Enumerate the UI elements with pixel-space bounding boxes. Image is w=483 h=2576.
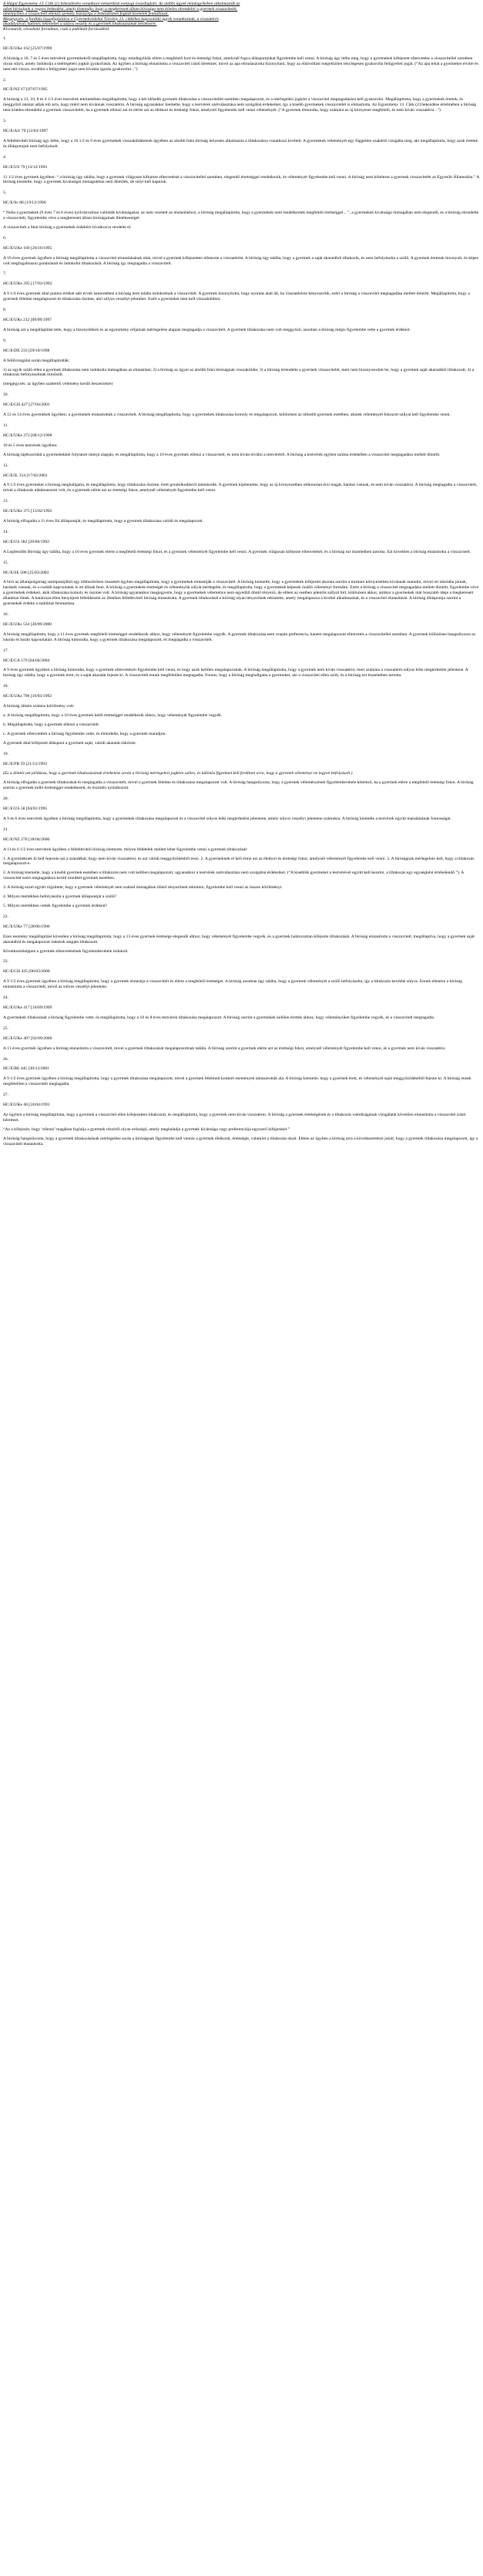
case-number: 1. (3, 36, 7, 41)
case-summary-paragraph: 3. A bíróság ezzel együtt rögzítette, hogy a gyermek véleményét nem szabad önmagában döntő tényezőnek tekinteni, figyelembe kell venni az összes körülményt. (3, 885, 283, 891)
case-entry (3, 684, 480, 746)
case-number: 13. (3, 499, 8, 504)
case-summary-paragraph: A 9 1/2 éves gyermek ügyében a bíróság megállapította, hogy a gyermek tiltakozása megalapozott, mivel a gyermek félelmeit konkrét események támasztották alá. A bíróság kiemelte, hogy a gyermek érett, és véleményét saját meggyőződéséből fejezte ki. A bíróság ennek megfelelően a visszavitelt megtagadta. (3, 1076, 471, 1087)
case-summary-paragraph: Az ügyben a bíróság megállapította, hogy a gyermek a visszavitel ellen kifejezetten tiltakozott, és megállapította, hogy a gyermek nem kíván visszatérni. A bíróság a gyermek érettségének és a tiltakozás valódiságának vizsgálatát követően elutasította a visszavitel iránti kérelmet. (3, 1112, 466, 1123)
case-summary-paragraph: A felülvizsgálat során megállapították: (3, 358, 70, 363)
case-summary-paragraph: c. A gyermek ellenvetését a bíróság figyelembe vette, és elrendelte, hogy a gyermek maradjon. (3, 731, 166, 736)
case-summary-paragraph: “Az a kifejezés, hogy ‘ellenzi’ magában foglalja a gyermek részéről olyan erősségű, amely meghaladja a gyermek kívánsága vagy preferenciája egyszerű kifejezését.” (3, 1126, 290, 1132)
case-entry (3, 530, 480, 555)
intro-line: akadályaival, különös tekintettel a súlyos veszély és a gyermek tiltakozásának kérdéseire. (3, 22, 157, 26)
case-number: 19. (3, 751, 8, 756)
case-entry (3, 499, 480, 524)
case-reference: HC/E/IL 314 [17/02/2001 (3, 473, 48, 478)
case-number: 6. (3, 235, 7, 241)
case-number: 21. (3, 827, 8, 832)
case-summary-paragraph: A bíróság elfogadta a gyermek tiltakozását és megtagadta a visszavitelt, mivel a gyermek félelme és tiltakozása megalapozott volt. A bíróság hangsúlyozta, hogy a gyermek véleményének figyelembevétele kötelező, ha a gyermek elérte a megfelelő érettségi fokot. A bíróság szerint a gyermek kellő érettséggel rendelkezett, és őszintén nyilatkozott. (3, 780, 474, 791)
case-reference: HC/E/AU 70 [12/03/1997 (3, 128, 49, 133)
case-summary-paragraph: 4. Milyen mértékben befolyásolta a gyermek álláspontját a szülő? (3, 894, 117, 900)
case-summary-paragraph: 5. Milyen mértékben vették figyelembe a gyermek érdekeit? (3, 904, 108, 908)
case-summary-paragraph: b. Megállapította, hogy a gyermek ellenzi a visszavitelt. (3, 722, 100, 727)
case-number: 16. (3, 612, 8, 617)
case-number: 14. (3, 529, 8, 534)
case-summary-paragraph: A 11 éves gyermek ügyében a bíróság elutasította a visszavitelt, mivel a gyermek tiltakozását megalapozottnak találta. A bíróság szerint a gyermek elérte azt az érettségi fokot, amelynél véleményét figyelembe kell venni, és a gyermek nem kíván visszatérni. (3, 1046, 446, 1051)
case-number: 17. (3, 648, 8, 653)
case-reference: HC/E/UKe 40 [24/04/1991 (3, 1103, 50, 1108)
case-reference: HC/E/Sc 86 [19/12/1996 (3, 200, 46, 206)
case-number: 11. (3, 423, 8, 428)
case-summary-paragraph: A bíróság hangsúlyozta, hogy a gyermek tiltakozásának mérlegelése során a bíróságnak figyelembe kell vennie a gyermek életkorát, érettségét, valamint a tiltakozás okait. Ebben az ügyben a bíróság arra a következtetésre jutott, hogy a gyermek tiltakozása megalapozott, így a visszavitelt elutasította. (3, 1136, 478, 1147)
case-entry (3, 392, 480, 418)
case-entry (3, 190, 480, 231)
case-number: 5. (3, 190, 7, 196)
case-entry (3, 36, 480, 72)
case-summary-paragraph: A visszavitelt a Skót bíróság a gyermekek érdekére hivatkozva rendelte el. (3, 224, 132, 230)
case-reference: HC/E/FR 59 [21/12/1993 (3, 761, 47, 766)
case-reference: HC/E/UKs 798 [19/03/1992 (3, 694, 52, 699)
case-reference: HC/E/UKs 534 [28/09/2000 (3, 621, 52, 627)
case-summary-paragraph: A 11 és 6 1/2 éves testvérek ügyében a fellebbviteli bíróság elemezte, milyen feltételek mellett lehet figyelembe venni a gyermek tiltakozását: (3, 847, 248, 852)
case-reference: HC/E/CH 435 [06/03/2000 (3, 969, 50, 975)
intro-line: Kivonatolt, olvasható formában, csak a publikált forrásokból. (3, 26, 110, 32)
case-entry (3, 78, 480, 114)
case-number: 10. (3, 392, 8, 398)
case-summary-paragraph: A 9 éves gyermek ügyében a bíróság kimondta, hogy a gyermek ellenvetéseit figyelembe kell venni, és hogy azok kellően megalapozottak. A bíróság megállapította, hogy a gyermek nem kíván visszatérni, mert számára a visszatérés súlyos lelki megterhelést jelentene. A bíróság úgy találta, hogy a gyermek érett, és a saját akaratát fejezte ki. A visszavitelt ennek megfelelően megtagadta. Fontos, hogy a bíróság meghallgatta a gyermeket, aki a visszavitel ellen szólt, és a bíróság ezt tiszteletben tartotta. (3, 668, 468, 679)
case-number: 27. (3, 1093, 8, 1098)
case-reference: HC/E/BE 445 [30/12/2001 (3, 1066, 49, 1072)
case-reference: HC/E/NZ 67 [07/07/1995 (3, 87, 48, 93)
case-reference: HC/E/UKe 417 [16/09/1999 (3, 1005, 52, 1010)
case-entry (3, 827, 480, 909)
case-entry (3, 796, 480, 822)
case-number: 25. (3, 1025, 8, 1031)
case-summary-paragraph: A gyermek által kifejezett álláspont a gyermek saját, valódi akaratát tükrözte. (3, 740, 137, 746)
case-reference: HC/E/UKe 407 [02/09/2000 (3, 1035, 52, 1041)
case-reference: HC/E/UKe 272 [08/12/1998 (3, 433, 52, 438)
case-summary-paragraph: (Ez a döntés azt példázza, hogy a gyermek tiltakozásának értékelése során a bíróság mérlegelési jogköre széles, és különös figyelmet kell fordítani arra, hogy a gyermek véleménye ne legyen befolyásolt.) (3, 771, 353, 776)
case-reference: HC/E/US 382 [29/06/1992 (3, 539, 49, 544)
case-entry (3, 561, 480, 607)
case-summary-paragraph: A bíróság tájékozódott a gyermekekkel folytatott interjú alapján, és megállapította, hogy a 10 éves gyermek ellenzi a visszavitelt, és nem kíván elválni a testvérétől. A bíróság a testvérek egyben tartása érdekében a visszavitel megtagadása mellett döntött. (3, 452, 441, 457)
case-reference: HC/E/UKe 295 [17/03/1992 (3, 281, 52, 287)
case-reference: HC/E/US 79 [13/12/1993 (3, 164, 48, 170)
intro-note (3, 2, 480, 32)
case-entry (3, 648, 480, 679)
case-reference: HC/E/UKe 77 [28/06/1996 (3, 924, 50, 929)
case-entry (3, 959, 480, 990)
case-entry (3, 463, 480, 494)
case-entry (3, 423, 480, 458)
case-list (3, 36, 480, 1147)
case-summary-paragraph: A 10 éves gyermek ügyében a bíróság megállapította a visszavitel elutasításának okát, mivel a gyermek kifejezetten ellenezte a visszatérést. A bíróság úgy találta, hogy a gyermek a saját akaratából tiltakozik, és nem befolyásolta a szülő. A gyermek érettnek bizonyult, és képes volt megfogalmazni gondolatait és indokolni tiltakozását. A bíróság így megtagadta a visszavitelt. (3, 255, 478, 266)
intro-line: amennyiben a visszavitelt ellenző személy bizonyítja a bekezdésben foglalt kivételek fennállását. (3, 12, 169, 16)
case-summary-paragraph: A gyermekek tiltakozását a bíróság figyelembe vette, és megállapította, hogy a 10 és 8 éves testvérek tiltakozása megalapozott. A bíróság szerint a gyermekek kellően érettek ahhoz, hogy véleményüket figyelembe vegyék, és a visszavitelt megtagadta. (3, 1015, 435, 1020)
case-number: 12. (3, 463, 8, 468)
case-number: 4. (3, 154, 7, 160)
case-summary-paragraph: Ezen esemény megállapítást követően a bíróság megállapította, hogy a 13 éves gyermek érettsége elegendő ahhoz, hogy véleményét figyelembe vegyék, és a gyermek határozottan kifejezte tiltakozását. A bíróság elutasította a visszavitelt, megállapítva, hogy a gyermek saját akaratából és megalapozott indokok alapján tiltakozott. (3, 934, 475, 945)
case-entry (3, 1093, 480, 1147)
case-number: 3. (3, 119, 7, 124)
case-summary-paragraph: 2. A bíróság kiemelte, hogy a kisebb gyermek esetében a tiltakozás nem volt kellően megalapozott, ugyanakkor a testvérek szétválasztása nem szolgálná érdekeiket. (“A kisebbik gyermeket a testvérével együtt kell kezelni, a tiltakozás egy egységként értékelendő.”). A visszavitel ezért megtagadásra került mindkét gyermek esetében. (3, 870, 465, 881)
case-summary-paragraph: (megjegyzés: az ügyben szakértői vélemény került beszerzésre) (3, 382, 113, 387)
case-entry (3, 612, 480, 643)
case-reference: HC/E/CH 427 [27/04/2001 (3, 402, 50, 408)
case-summary-paragraph: a. A bíróság megállapította, hogy a 10 éves gyermek kellő érettséggel rendelkezik ahhoz, hogy véleményét figyelembe vegyék. (3, 712, 223, 718)
case-entry (3, 155, 480, 186)
case-reference: HC/E/CA 579 [04/04/2004 (3, 658, 50, 663)
intro-line: Megjegyzés: a fordítás összefoglalóira a Gyermekvédelmi Törvény 13. cikkéhez kapcsolódó ügyek vonatkoznak, a visszatérés (3, 16, 219, 22)
case-number: 20. (3, 796, 8, 802)
case-number: 18. (3, 684, 8, 689)
case-reference: HC/E/UKe 375 [15/02/1992 (3, 509, 52, 514)
case-summary-paragraph: 1. A gyermeknek ki kell fejeznie azt a szándékát, hogy nem kíván visszatérni, és azt valódi meggyőződésből teszi. 2. A gyermeknek el kell érnie azt az életkort és érettségi fokot, amelynél véleményét figyelembe kell venni. 3. A bíróságnak mérlegelnie kell, hogy a tiltakozás megalapozott-e. (3, 856, 475, 867)
case-reference: HC/E/SE 508 [25/03/2003 (3, 570, 49, 575)
case-summary-paragraph: A bíróság a 13, 10, 8 és 4 1/2 éves testvérek tekintetében megállapította, hogy a két idősebb gyermek tiltakozása a visszavitellel szemben megalapozott, és a mérlegelési jogkört a visszavitel megtagadására kell gyakorolni. Megállapította, hogy a gyermekek érettek, és meggyőző okokat adtak elő arra, hogy miért nem kívánnak visszatérni. A bíróság ugyanakkor kiemelte, hogy a testvérek szétválasztása nem szolgálná érdekeiket, így a kisebb gyermekek visszavitelét is elutasította. Az Egyezmény 13. Cikk (2) bekezdése értelmében a bíróság nem köteles elrendelni a gyermek visszavitelét, ha a gyermek ellenzi azt és elérte azt az életkort és érettségi fokot, amelynél figyelembe kell venni véleményét. (“A gyermek elmondta, hogy számára az új környezet megfelelő, és nem kíván visszatérni...”) (3, 97, 477, 113)
case-summary-paragraph: A bíróság a 10, 7 és 5 éves testvérek gyermekekről megállapította, hogy mindegyikük elérte a megfelelő kort és érettségi fokot, amelynél fogva álláspontjukat figyelembe kell venni. A bíróság úgy ítélte meg, hogy a gyermekek kifejezett ellenvetése a visszavitellel szemben olyan súlyú, amely indokolja a mérlegelési jogkör gyakorlását. Az ügyben a bíróság elutasította a visszavitel iránti kérelmet, mivel az apa elmulasztotta bizonyítani, hogy az eltávolítást megelőzően ténylegesen gyakorolta felügyeleti jogát. (“Az apa tehát a gyermeket elvitte és nem tért vissza, továbbá a felügyeleti jogot sem kívánta igazán gyakorolni...”) (3, 56, 478, 72)
case-reference: HC/E/DE 233 [29/10/1998 (3, 348, 50, 353)
case-summary-paragraph: A bíróság azt a megállapítást tette, hogy a bizonyítékok és az egyezmény céljainak mérlegelése alapján megtagadja a visszavitelt. A gyermek tiltakozása nem volt meggyőző, azonban a bíróság mégis figyelembe vette a gyermek érdekeit. (3, 327, 411, 332)
case-reference: HC/E/UKe 166 [26/10/1995 (3, 245, 52, 251)
case-entry (3, 1026, 480, 1052)
case-summary-paragraph: A Legfelsőbb Bíróság úgy találta, hogy a 10 éves gyermek elérte a megfelelő érettségi fokot, és a gyermek véleményét figyelembe kell venni. A gyermek világosan kifejezte ellenvetését, és a bíróság ezt tiszteletben tartotta. Ezt követően a bíróság elutasította a visszavitelt. (3, 549, 471, 554)
case-entry (3, 236, 480, 267)
case-summary-paragraph: A 9 és 6 éves testvérek ügyében a bíróság megállapította, hogy a gyermekek tiltakozása megalapozott és a visszavitel súlyos lelki megterhelést jelentene, amely súlyos veszélyt jelentene számukra. A bíróság kiemelte a testvérek együtt maradásának fontosságát. (3, 816, 451, 821)
case-summary-paragraph: Következésképpen a gyermek ellenvetésének figyelembevétele indokolt. (3, 948, 129, 954)
case-summary-paragraph: A bíróság ülésén számos körülmény volt: (3, 704, 75, 709)
case-summary-paragraph: 1) az egyik szülő ellen a gyermek tiltakozása nem indokolta önmagában az elutasítást; 2) a bíróság az ügyet az alsóbb fokú bíróságnak visszaküldte; 3) a bíróság elrendelte a gyermek visszavitelét, mert nem bizonyosodott be, hogy a gyermek saját akaratából tiltakozott; 4) a tiltakozás befolyásoltnak minősült. (3, 367, 475, 378)
case-number: 26. (3, 1056, 8, 1062)
case-entry (3, 995, 480, 1021)
intro-line: A Hágai Egyezmény 13. Cikk (1) bekezdésére vonatkozó nemzetközi esetjogi összefoglaló. Az alábbi ügyek mindegyikében alkalmazták az (3, 2, 240, 6)
case-reference: HC/E/US 58 [04/01/1995 (3, 806, 48, 812)
case-summary-paragraph: A 9 1/2 éves gyermeket a bíróság meghallgatta, és megállapította, hogy tiltakozása őszinte, érett gondolkodásról tanúskodik. A gyermek kijelentette, hogy az új környezetben otthonosan érzi magát, barátai vannak, és nem kíván visszatérni. A bíróság megtagadta a visszavitelt, mivel a tiltakozás alátámasztott volt, és a gyermek elérte azt az érettségi fokot, amelynél véleményét figyelembe kell venni. (3, 483, 478, 493)
case-entry (3, 752, 480, 792)
case-reference: HC/E/UKs 212 [09/09/1997 (3, 318, 52, 322)
case-entry (3, 308, 480, 333)
case-summary-paragraph: “ Noha a gyermekek (9 éves 7 és 6 éves) nyilvánvalóan vallották kívánságukat, az nem vezetett az elutasításhoz, a bíróság megállapította, hogy a gyermekek nem rendelkeztek megfelelő érettséggel... ”, a gyermekek kívánsága önmagában nem elegendő, és a bíróság elrendelte a visszavitelt, figyelembe véve a megkeresett állam bíróságainak illetékességét. (3, 210, 479, 221)
case-number: 2. (3, 77, 7, 82)
case-summary-paragraph: A bíróság megállapította, hogy a 11 éves gyermek megfelelő érettséggel rendelkezik ahhoz, hogy véleményét figyelembe vegyék. A gyermek tiltakozása nem csupán preferencia, hanem megalapozott ellenvetés a visszavitellel szemben. A gyermek különösen hangsúlyozta az iskolai és baráti kapcsolatait. A bíróság kimondta, hogy a gyermek tiltakozása megalapozott, és megtagadta a visszavitelt. (3, 631, 476, 642)
case-summary-paragraph: 11 1/2 éves gyermek ügyében: “ a bíróság úgy találta, hogy a gyermek világosan kifejezte ellenvetését a visszavitellel szemben, elegendő érettséggel rendelkezik, és véleményét figyelembe kell venni. A bíróság nem kötelezte a gyermek visszavitelét az Egyesült Államokba.” A bíróság kiemelte, hogy a gyermek kívánságai önmagukban nem döntőek, de súlyt kell kapniuk. (3, 174, 479, 185)
case-summary-paragraph: A bíróság elfogadta a 11 éves fiú álláspontját, és megállapította, hogy a gyermek tiltakozása valódi és megalapozott. (3, 519, 203, 524)
case-entry (3, 271, 480, 302)
case-summary-paragraph: A fellebbviteli bíróság úgy ítélte, hogy a 10 1/2 és 9 éves gyermekek visszaküldésének ügyében az alsóbb fokú bíróság helyesen alkalmazta a tiltakozásra vonatkozó kivételt. A gyermekek véleményét egy független szakértő vizsgálta meg, aki megállapította, hogy azok érettek és álláspontjuk nem befolyásolt. (3, 138, 478, 149)
case-number: 15. (3, 560, 8, 565)
case-entry (3, 1057, 480, 1088)
case-number: 22. (3, 914, 8, 919)
case-entry (3, 914, 480, 955)
intro-line: adott bíróságok a vegyes bekezdést, amely kimondja, hogy a megkeresett állam bírósága nem köteles elrendelni a gyermek visszavitelét, (3, 6, 238, 12)
case-summary-paragraph: A 9 1/4 éves gyermek által pontos értéket adó érvek ismeretében a bíróság nem találta indokoltnak a visszavitelt. A gyermek bizonyította, hogy nyomás alatt áll, ha visszatérésre kényszerítik, ezért a bíróság a visszavitel megtagadása mellett döntött. Megállapította, hogy a gyermek félelme megalapozott és tiltakozása őszinte, ami súlyos veszélyt jelenthet. Ezért a gyermeket nem kell visszaküldeni. (3, 291, 470, 302)
case-reference: HC/E/NZ 270 [18/04/2000 (3, 837, 50, 842)
case-number: 23. (3, 959, 8, 965)
case-summary-paragraph: A 9 1/2 éves gyermek ügyében a bíróság megállapította, hogy a gyermek elutasítja a visszavitelt és elérte a megfelelő érettséget. A bíróság azonban úgy találta, hogy a gyermek véleményét a szülő befolyásolta, így a tiltakozás kevésbé súlyos. Ennek ellenére a bíróság elutasította a visszavitelt, mivel az súlyos veszélyt jelentene. (3, 979, 462, 990)
case-entry (3, 119, 480, 150)
case-number: 24. (3, 995, 8, 1001)
case-entry (3, 338, 480, 387)
case-number: 8. (3, 308, 7, 313)
case-reference: HC/E/UKe 162 [25/07/1990 (3, 45, 52, 51)
case-summary-paragraph: 10 és 5 éves testvérek ügyében: (3, 443, 58, 448)
case-summary-paragraph: A 12 és 14 éves gyermekek ügyében: a gyermekek elutasították a visszavitelt. A bíróság megállapította, hogy a gyermekek tiltakozása komoly és megalapozott, különösen az idősebb gyermek esetében, akinek véleményét fokozott súllyal kell figyelembe venni. (3, 412, 451, 418)
case-summary-paragraph: A bíró az állampolgárság szempontjából egy többszörösen összetett ügyben megállapította, hogy a gyermekek elutasítják a visszavitelt. A bíróság kiemelte, hogy a gyermekek kifejezett akarata szerint a mostani környezetben kívánnak maradni, mivel ott iskolába járnak, barátaik vannak, és a családi kapcsolatok is ott állnak fenn. A bíróság a gyermekek érettségét és véleményük súlyát mérlegelte, és megállapította, hogy a gyermekek képesek önálló véleményt formálni. Ezért a bíróság a visszavitel megtagadása mellett döntött, figyelembe véve a gyermekek érdekeit, akik tiltakozása komoly és őszinte volt. A bíróság ugyanakkor megjegyezte, hogy a gyermekek véleménye nem egyedüli döntő tényező, de ebben az esetben jelentős súllyal bírt, különösen akkor, amikor a gyermekek már hosszabb ideje a megkeresett államban élnek. A határozat ellen benyújtott fellebbezést az illetékes fellebbviteli bíróság elutasította. A gyermek tiltakozását a bíróság olyan tényezőnek tekintette, amely megalapozza a kivétel alkalmazását, és a visszavitel elutasítását. A bíróság álláspontja szerint a gyermekek érdeke a stabilitás fenntartása. (3, 580, 479, 607)
case-number: 7. (3, 271, 7, 277)
case-number: 9. (3, 338, 7, 343)
